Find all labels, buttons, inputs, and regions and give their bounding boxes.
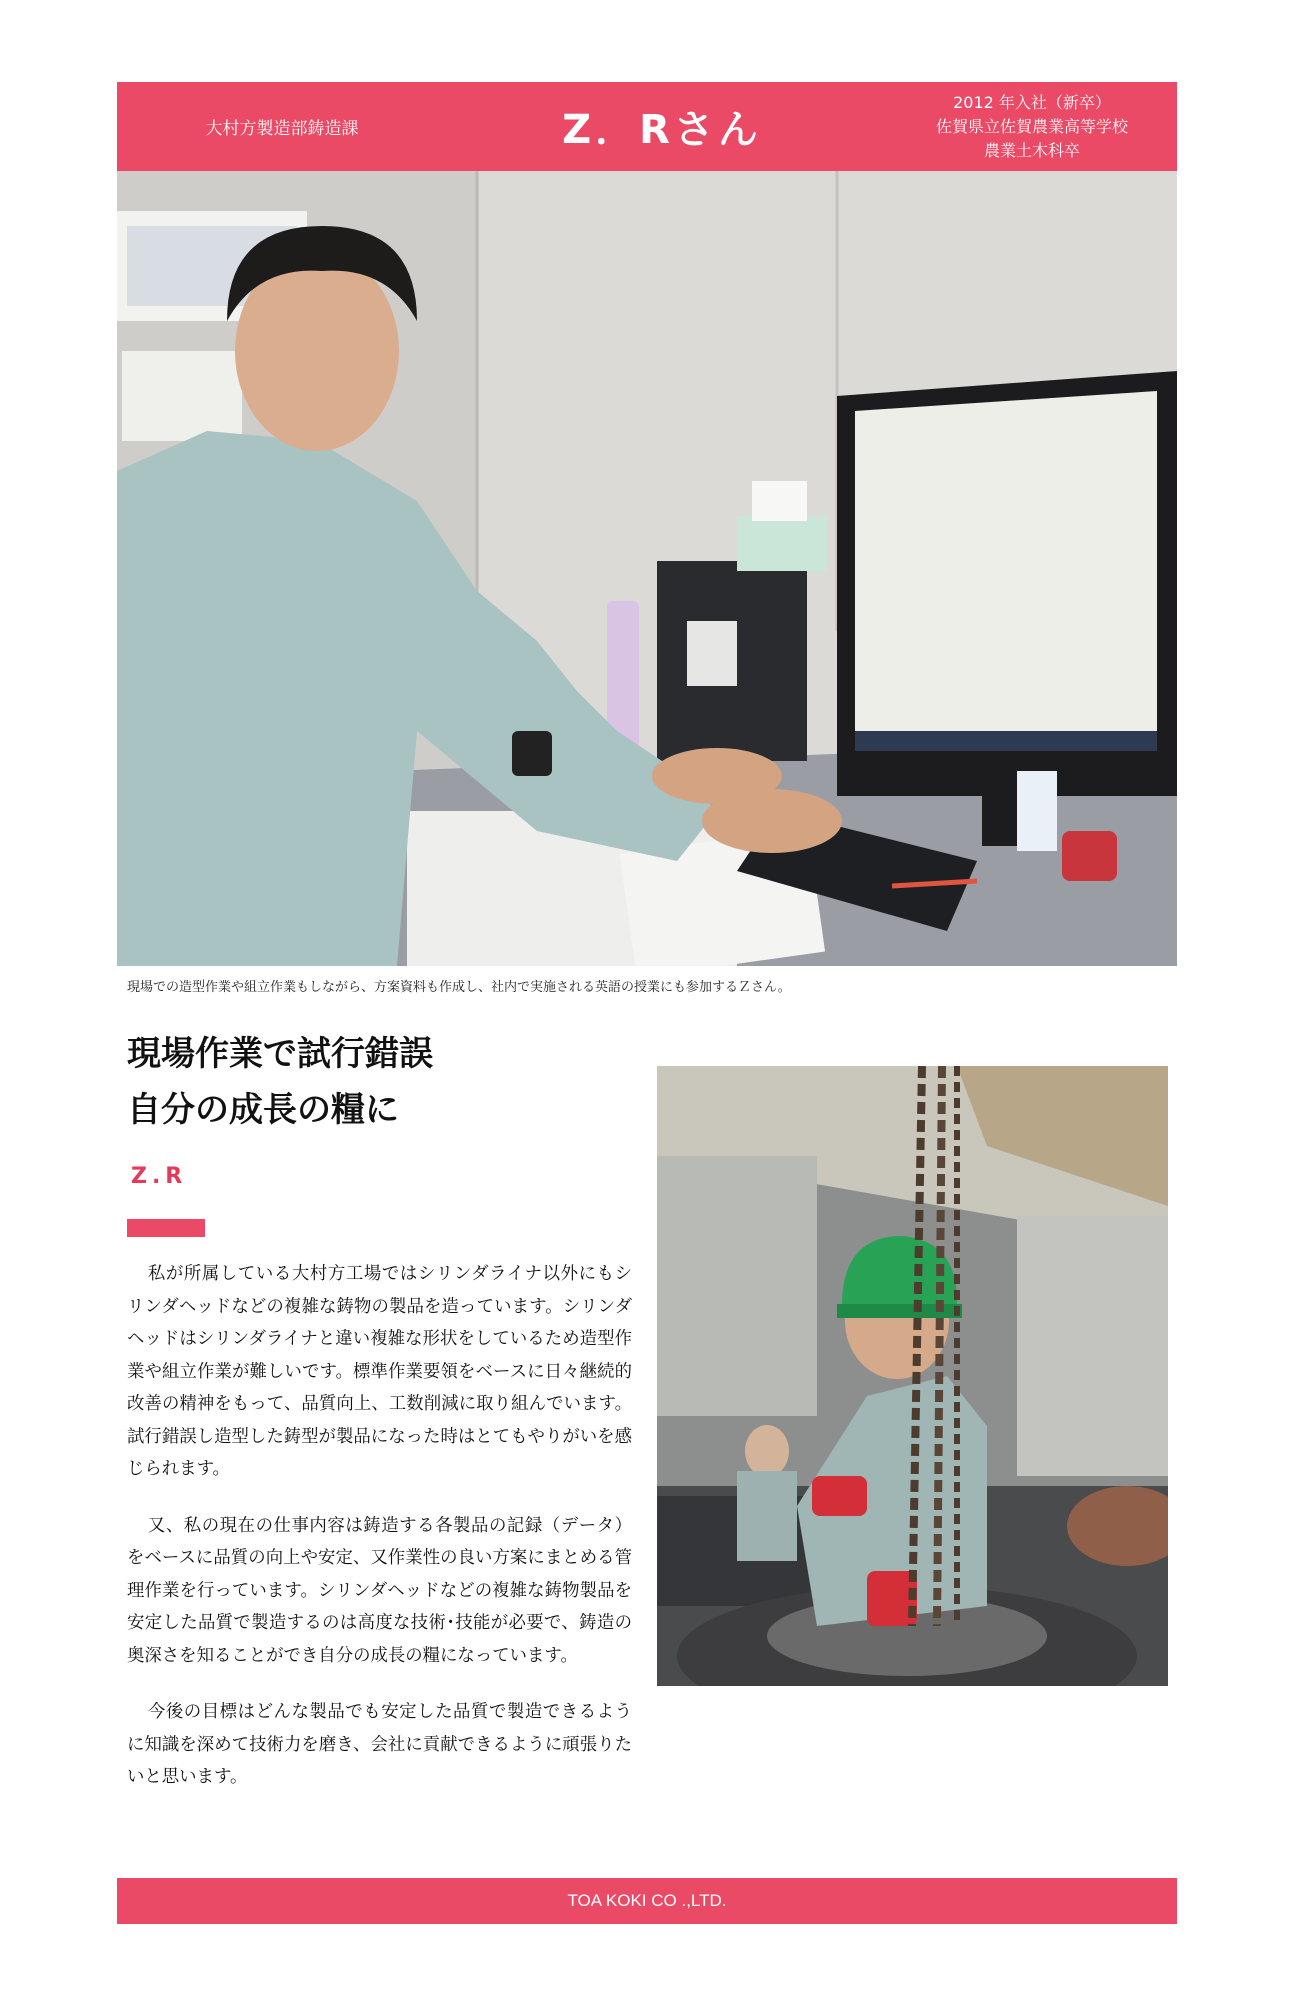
join-year: 2012 年入社（新卒） — [953, 92, 1111, 112]
article-body — [127, 1258, 632, 1818]
company-footer: TOA KOKI CO .,LTD. — [117, 1878, 1177, 1924]
accent-bar — [127, 1219, 205, 1237]
author-label: Z.R — [131, 1164, 188, 1189]
paragraph-1: 私が所属している大村方工場ではシリンダライナ以外にもシリンダヘッドなどの複雑な鋳物の製品を造っています。シリンダヘッドはシリンダライナと違い複雑な形状をしているため造型作業や組立作業が難しいです。標準作業要領をベースに日々継続的改善の精神をもって、品質向上、工数削減に取り組んでいます。試行錯誤し造型した鋳型が製品になった時はとてもやりがいを感じられます。 — [127, 1264, 632, 1479]
office-photo — [117, 171, 1177, 966]
department-label: 大村方製造部鋳造課 — [205, 119, 359, 139]
profile-header — [117, 82, 1177, 171]
school-department: 農業土木科卒 — [983, 140, 1080, 160]
article-headline — [127, 1026, 433, 1138]
employee-info — [887, 82, 1177, 171]
headline-line-1: 現場作業で試行錯誤 — [127, 1034, 433, 1074]
paragraph-2: 又、私の現在の仕事内容は鋳造する各製品の記録（データ）をベースに品質の向上や安定、又作業性の良い方案にまとめる管理作業を行っています。シリンダヘッドなどの複雑な鋳物製品を安定した品質で製造するのは高度な技術･技能が必要で、鋳造の奥深さを知ることができ自分の成長の糧になっています。 — [127, 1515, 632, 1666]
school-name: 佐賀県立佐賀農業高等学校 — [935, 116, 1128, 136]
paragraph-3: 今後の目標はどんな製品でも安定した品質で製造できるように知識を深めて技術力を磨き、会社に貢献できるように頑張りたいと思います。 — [127, 1702, 632, 1787]
headline-line-2: 自分の成長の糧に — [127, 1090, 399, 1130]
photo-caption: 現場での造型作業や組立作業もしながら、方案資料も作成し、社内で実施される英語の授業にも参加するＺさん。 — [127, 980, 791, 995]
employee-name: Z．Rさん — [562, 107, 762, 153]
factory-photo — [657, 1066, 1168, 1686]
